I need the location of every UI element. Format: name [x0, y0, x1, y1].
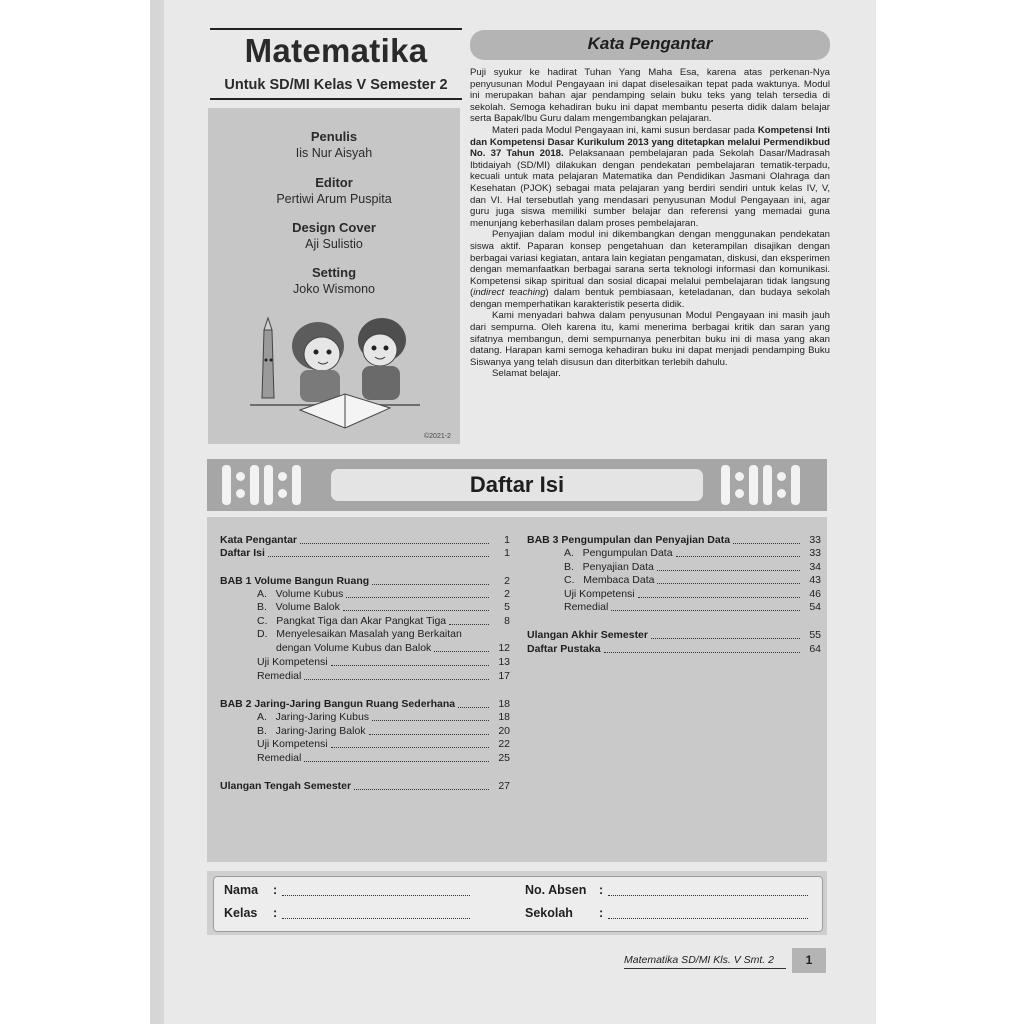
toc-entry-label: Uji Kompetensi [564, 588, 635, 600]
title-rule-bottom [210, 98, 462, 100]
no-absen-field[interactable] [608, 894, 808, 896]
page-number: 1 [792, 948, 826, 973]
toc-leader-dots [449, 623, 489, 625]
toc-entry-page: 1 [504, 547, 510, 559]
toc-entry-page: 54 [809, 601, 821, 613]
decorative-bars-left [222, 465, 301, 505]
toc-entry-label: Daftar Isi [220, 547, 265, 559]
credit-role-setting: Setting [311, 265, 357, 280]
kata-pengantar-paragraph-1: Puji syukur ke hadirat Tuhan Yang Maha Esa, karena atas perkenan-Nya penyusunan Modul Pengayaan ini dapat diselesaikan tepat pada waktunya. Modul ini merupakan bahan ajar pendamping selain buku teks yang telah tersedia di sekolah. Semoga kehadiran buku ini dapat membantu peserta didik dalam belajar serta Bapak/Ibu Guru dalam mengembangkan pelajaran. [470, 67, 830, 125]
credit-name-design-cover: Aji Sulistio [305, 237, 363, 251]
toc-entry[interactable] [257, 588, 510, 601]
toc-entry-page: 64 [809, 643, 821, 655]
toc-entry[interactable] [257, 628, 510, 641]
credit-name-penulis: Iis Nur Aisyah [295, 146, 373, 160]
running-title-rule [624, 968, 786, 969]
toc-entry-page: 13 [498, 656, 510, 668]
toc-entry[interactable] [257, 656, 510, 669]
toc-entry[interactable] [220, 547, 510, 560]
credit-role-editor: Editor [315, 175, 353, 190]
toc-entry-label: Uji Kompetensi [257, 656, 328, 668]
toc-entry-label: A. Jaring-Jaring Kubus [257, 711, 370, 723]
toc-leader-dots [611, 609, 800, 611]
kata-pengantar-paragraph-3 [470, 229, 830, 310]
toc-entry[interactable] [527, 643, 821, 656]
children-reading-illustration [250, 310, 420, 435]
toc-entry-page: 18 [498, 698, 510, 710]
sekolah-label: Sekolah [525, 906, 573, 920]
toc-entry-label: B. Penyajian Data [564, 561, 654, 573]
student-info-form [213, 876, 823, 932]
toc-entry[interactable] [257, 711, 510, 724]
toc-entry[interactable] [257, 725, 510, 738]
toc-entry[interactable] [257, 738, 510, 751]
paragraph-3-italic: indirect teaching [473, 287, 546, 299]
toc-entry-page: 55 [809, 629, 821, 641]
toc-entry-label: A. Volume Kubus [257, 588, 344, 600]
nama-label: Nama [224, 883, 259, 897]
toc-leader-dots [346, 596, 489, 598]
paragraph-3-intro: Penyajian dalam modul ini dikembangkan dengan menggunakan pendekatan siswa aktif. Paparan konsep pengetahuan dan keterampilan disajikan dengan berbagai variasi kegiatan, antara lain kegiatan pengamatan, diskusi, dan eksperimen dengan memanfaatkan berbagai sarana serta teknologi informasi dan komunikasi. Kompetensi sikap spiritual dan sosial dicapai melalui pembelajaran tidak langsung ( [470, 229, 830, 299]
toc-leader-dots [331, 746, 489, 748]
toc-entry-page: 8 [504, 615, 510, 627]
toc-entry[interactable] [564, 574, 821, 587]
toc-leader-dots [657, 569, 800, 571]
toc-leader-dots [300, 542, 489, 544]
toc-entry[interactable] [527, 629, 821, 642]
toc-leader-dots [458, 706, 489, 708]
toc-entry[interactable] [276, 642, 510, 655]
toc-leader-dots [268, 555, 489, 557]
toc-entry-label: Remedial [257, 670, 302, 682]
toc-entry[interactable] [257, 670, 510, 683]
no-absen-label: No. Absen [525, 883, 587, 897]
decorative-bars-right [721, 465, 800, 505]
kelas-colon: : [273, 906, 278, 920]
credit-role-penulis: Penulis [310, 129, 358, 144]
book-title: Matematika [244, 32, 428, 69]
toc-leader-dots [651, 637, 800, 639]
sekolah-colon: : [599, 906, 604, 920]
book-subtitle: Untuk SD/MI Kelas V Semester 2 [224, 77, 448, 93]
no-absen-colon: : [599, 883, 604, 897]
toc-entry[interactable] [220, 698, 510, 711]
toc-entry[interactable] [527, 534, 821, 547]
toc-leader-dots [434, 650, 489, 652]
toc-entry-page: 20 [498, 725, 510, 737]
toc-leader-dots [304, 678, 489, 680]
sekolah-field[interactable] [608, 917, 808, 919]
toc-entry-label: Remedial [257, 752, 302, 764]
toc-entry-page: 5 [504, 601, 510, 613]
toc-entry-label: C. Membaca Data [564, 574, 655, 586]
toc-entry-label: Remedial [564, 601, 609, 613]
toc-entry-label: D. Menyelesaikan Masalah yang Berkaitan [257, 628, 462, 640]
toc-entry-page: 17 [498, 670, 510, 682]
credit-name-editor: Pertiwi Arum Puspita [276, 192, 392, 206]
toc-entry-page: 33 [809, 534, 821, 546]
credit-name-setting: Joko Wismono [293, 282, 375, 296]
paragraph-2-intro: Materi pada Modul Pengayaan ini, kami susun berdasar pada [492, 124, 758, 136]
toc-entry[interactable] [564, 561, 821, 574]
kata-pengantar-paragraph-2 [470, 125, 830, 229]
daftar-isi-heading: Daftar Isi [469, 472, 565, 497]
toc-leader-dots [372, 583, 489, 585]
toc-leader-dots [638, 596, 800, 598]
toc-leader-dots [657, 582, 800, 584]
toc-leader-dots [354, 788, 489, 790]
toc-entry-label: BAB 1 Volume Bangun Ruang [220, 575, 370, 587]
toc-entry[interactable] [220, 534, 510, 547]
toc-entry-label: C. Pangkat Tiga dan Akar Pangkat Tiga [257, 615, 447, 627]
toc-entry-label: Ulangan Tengah Semester [220, 780, 352, 792]
toc-entry-label: B. Volume Balok [257, 601, 340, 613]
toc-entry-label: BAB 2 Jaring-Jaring Bangun Ruang Sederhana [220, 698, 456, 710]
kelas-label: Kelas [224, 906, 258, 920]
kata-pengantar-body [470, 67, 830, 380]
toc-entry-label: A. Pengumpulan Data [564, 547, 673, 559]
toc-entry[interactable] [257, 752, 510, 765]
kata-pengantar-heading: Kata Pengantar [587, 34, 713, 53]
paragraph-2-bold: Kompetensi Inti dan Kompetensi Dasar Kurikulum 2013 yang ditetapkan melalui Permendikbud No. 37 Tahun 2018. [470, 124, 830, 160]
toc-entry[interactable] [220, 780, 510, 793]
credit-role-design-cover: Design Cover [292, 220, 376, 235]
running-title: Matematika SD/MI Kls. V Smt. 2 [624, 954, 774, 966]
toc-leader-dots [733, 542, 800, 544]
toc-entry-page: 33 [809, 547, 821, 559]
toc-entry[interactable] [220, 575, 510, 588]
toc-entry[interactable] [564, 588, 821, 601]
toc-entry-page: 27 [498, 780, 510, 792]
kata-pengantar-paragraph-4: Kami menyadari bahwa dalam penyusunan Modul Pengayaan ini masih jauh dari sempurna. Oleh karena itu, kami menerima berbagai kritik dan saran yang sifatnya membangun, demi sempurnanya penerbitan buku ini di masa yang akan datang. Harapan kami semoga kehadiran buku ini dapat menjadi pendamping Buku Siswanya yang telah disusun dan diterbitkan terlebih dahulu. [470, 310, 830, 368]
toc-entry-label: BAB 3 Pengumpulan dan Penyajian Data [527, 534, 731, 546]
toc-entry-label: Uji Kompetensi [257, 738, 328, 750]
toc-entry-label: Daftar Pustaka [527, 643, 601, 655]
toc-entry[interactable] [564, 601, 821, 614]
toc-entry-page: 12 [498, 642, 510, 654]
toc-leader-dots [331, 664, 489, 666]
copyright-mark: ©2021-2 [424, 433, 451, 440]
toc-leader-dots [372, 719, 489, 721]
toc-entry[interactable] [564, 547, 821, 560]
toc-leader-dots [369, 733, 489, 735]
kelas-field[interactable] [282, 917, 470, 919]
toc-leader-dots [343, 609, 489, 611]
toc-leader-dots [676, 555, 800, 557]
toc-entry-label: Kata Pengantar [220, 534, 298, 546]
toc-entry[interactable] [257, 601, 510, 614]
toc-leader-dots [304, 760, 489, 762]
kata-pengantar-closing: Selamat belajar. [492, 368, 561, 380]
toc-entry-page: 18 [498, 711, 510, 723]
toc-entry-page: 1 [504, 534, 510, 546]
toc-entry-page: 46 [809, 588, 821, 600]
toc-entry-page: 2 [504, 588, 510, 600]
nama-colon: : [273, 883, 278, 897]
toc-leader-dots [604, 651, 800, 653]
paragraph-3-rest: ) dalam bentuk pembiasaan, keteladanan, dan budaya sekolah dengan memperhatikan karakteristik peserta didik. [470, 287, 830, 310]
toc-entry-page: 2 [504, 575, 510, 587]
toc-entry-page: 34 [809, 561, 821, 573]
toc-entry-label: B. Jaring-Jaring Balok [257, 725, 366, 737]
toc-entry-page: 22 [498, 738, 510, 750]
paragraph-2-rest: Pelaksanaan pembelajaran pada Sekolah Dasar/Madrasah Ibtidaiyah (SD/MI) dilakukan dengan pendekatan pembelajaran tematik-terpadu, kecuali untuk mata pelajaran Matematika dan Pendidikan Jasmani Olahraga dan Kesehatan (PJOK) sebagai mata pelajaran yang berdiri sendiri untuk kelas IV, V, dan VI. Hal tersebutlah yang mendasari penyusunan Modul Pengayaan ini, agar guru juga siswa memiliki sumber belajar dan referensi yang memadai guna menunjang keberhasilan dalam proses pembelajaran. [470, 148, 830, 229]
title-rule-top [210, 28, 462, 30]
toc-entry-page: 25 [498, 752, 510, 764]
toc-entry-label: Ulangan Akhir Semester [527, 629, 648, 641]
toc-entry-label: dengan Volume Kubus dan Balok [276, 642, 432, 654]
toc-entry[interactable] [257, 615, 510, 628]
page-binding-edge [150, 0, 164, 1024]
nama-field[interactable] [282, 894, 470, 896]
toc-entry-page: 43 [809, 574, 821, 586]
